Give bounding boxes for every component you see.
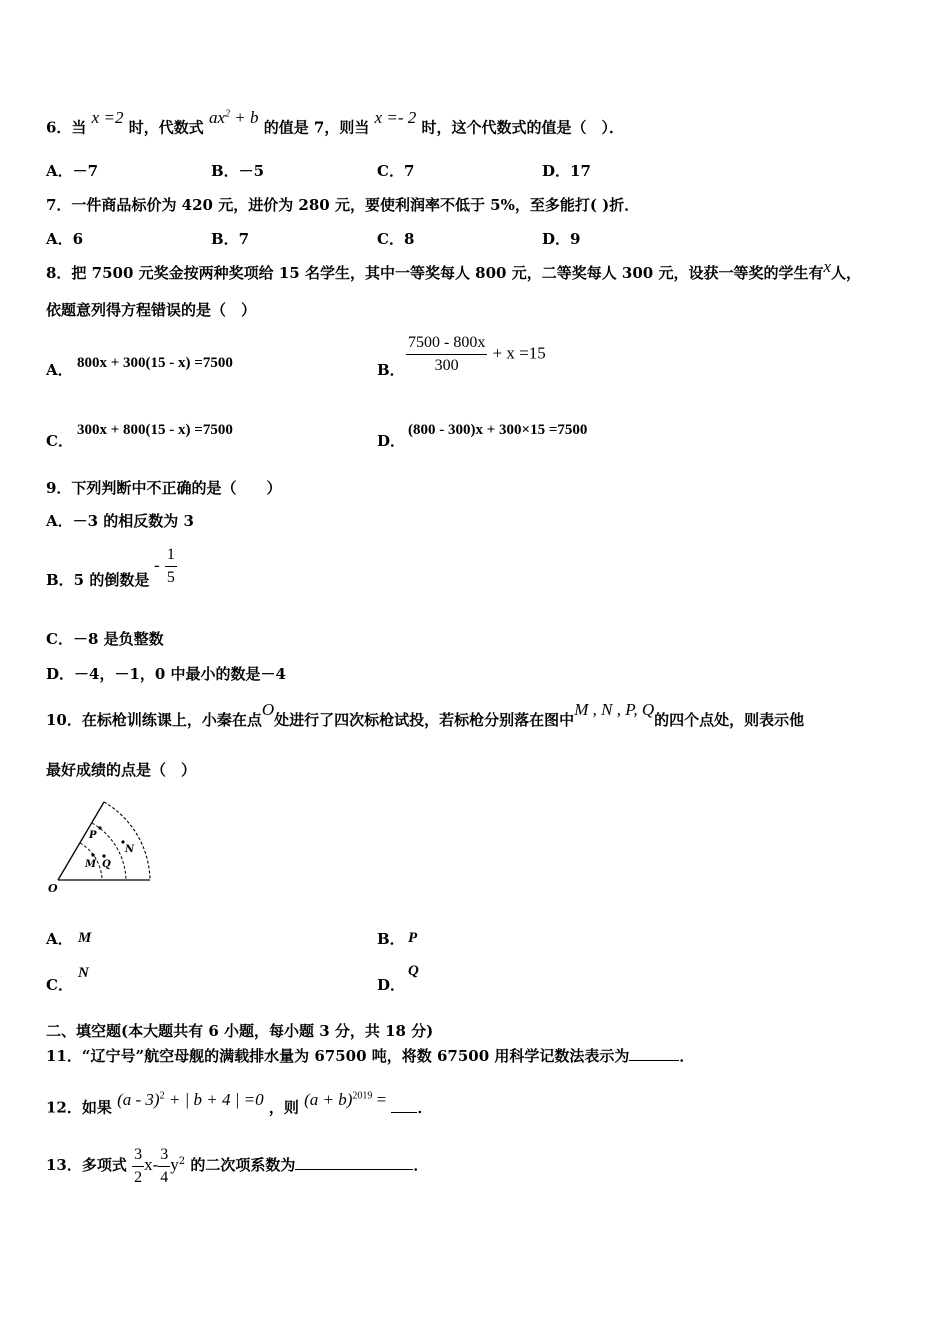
q10-line1-tail: 的四个点处，则表示他 bbox=[654, 711, 805, 729]
label-n: N bbox=[125, 844, 135, 855]
q13-fraction-2-numerator: 3 bbox=[158, 1146, 170, 1167]
point-p-dot bbox=[98, 826, 101, 829]
q6-option-c: C．7 bbox=[377, 162, 415, 180]
q12-answer-blank[interactable] bbox=[391, 1098, 417, 1113]
q12-expr2 bbox=[304, 1090, 386, 1109]
q8-option-b-tail: + x =15 bbox=[492, 343, 546, 363]
label-o: O bbox=[48, 882, 58, 895]
q13-number: 13．多项式 bbox=[46, 1156, 127, 1174]
q9-option-b-numerator: 1 bbox=[165, 546, 177, 567]
q8-option-d-label: D． bbox=[377, 432, 406, 450]
q8-option-b-denominator: 300 bbox=[434, 357, 459, 374]
q11-answer-blank[interactable] bbox=[629, 1046, 679, 1061]
q8-option-a-expr: 800x + 300(15 - x) =7500 bbox=[77, 355, 233, 371]
q7-option-c: C．8 bbox=[377, 230, 415, 248]
q8-line2: 依题意列得方程错误的是（ ） bbox=[46, 301, 257, 319]
q6-mid1: 时，代数式 bbox=[128, 118, 204, 137]
q10-option-b-label: B． bbox=[377, 930, 405, 948]
section-2-heading: 二、填空题(本大题共有 6 小题，每小题 3 分，共 18 分) bbox=[46, 1022, 434, 1040]
q12-tail: ． bbox=[417, 1098, 433, 1117]
q12-mid: ，则 bbox=[268, 1098, 299, 1117]
q13-fraction-1-denominator: 2 bbox=[134, 1168, 143, 1186]
q8-line1-text: 8．把 7500 元奖金按两种奖项给 15 名学生，其中一等奖每人 800 元，二等奖每人 300 元，设获一等奖的学生有 bbox=[46, 264, 824, 282]
q6-cond1: x =2 bbox=[91, 107, 124, 127]
q7-line: 7．一件商品标价为 420 元，进价为 280 元，要使利润率不低于 5%，至多能打( )折． bbox=[46, 196, 640, 214]
q13-fraction-2 bbox=[158, 1146, 170, 1187]
sector-outer-arc bbox=[104, 802, 150, 880]
q13-mid: x- bbox=[144, 1155, 159, 1174]
q8-line1-tail: 人， bbox=[831, 264, 862, 282]
q13-var-sup: 2 bbox=[178, 1156, 186, 1167]
q6-expr-base: ax bbox=[208, 107, 225, 127]
q10-option-b-value: P bbox=[408, 930, 418, 946]
q8-line1 bbox=[46, 257, 862, 283]
q6-mid2: 的值是 7，则当 bbox=[263, 118, 370, 137]
q12-line bbox=[46, 1089, 433, 1118]
q13-fraction-2-denominator: 4 bbox=[160, 1168, 169, 1186]
q11-tail: ． bbox=[679, 1047, 695, 1065]
q12-expr1 bbox=[117, 1090, 264, 1109]
label-q: Q bbox=[102, 859, 111, 870]
q6-expr-sup: 2 bbox=[224, 108, 230, 119]
q6-option-d: D．17 bbox=[542, 162, 591, 180]
q9-option-b-value bbox=[154, 546, 177, 587]
q7-option-a: A．6 bbox=[46, 230, 84, 248]
q9-option-a: A．－3 的相反数为 3 bbox=[46, 512, 194, 530]
q10-option-d-label: D． bbox=[377, 976, 406, 994]
q10-option-a-label: A． bbox=[46, 930, 73, 948]
q8-option-b-numerator: 7500 - 800x bbox=[406, 334, 487, 355]
label-p: P bbox=[89, 830, 97, 841]
q13-tail: ． bbox=[413, 1156, 429, 1174]
q8-option-a-label: A． bbox=[46, 361, 73, 379]
q8-option-c-label: C． bbox=[46, 432, 73, 450]
q6-option-b: B．－5 bbox=[211, 162, 265, 180]
q8-option-d-expr: (800 - 300)x + 300×15 =7500 bbox=[408, 422, 588, 438]
q8-option-b-fraction bbox=[406, 334, 487, 375]
q9-option-b-label: B．5 的倒数是 bbox=[46, 571, 150, 589]
q12-expr2-base: (a + b) bbox=[304, 1089, 353, 1109]
q8-var: x bbox=[823, 257, 832, 276]
label-m: M bbox=[85, 859, 97, 870]
sector-left-edge bbox=[58, 802, 104, 880]
q8-option-c-expr: 300x + 800(15 - x) =7500 bbox=[77, 422, 233, 438]
q8-option-b-expr bbox=[406, 334, 546, 375]
q9-line: 9．下列判断中不正确的是（ ） bbox=[46, 479, 282, 497]
q11-line bbox=[46, 1046, 694, 1066]
q10-point: O bbox=[261, 700, 275, 719]
q13-answer-blank[interactable] bbox=[295, 1155, 413, 1170]
q10-sector-figure bbox=[44, 796, 156, 896]
q13-var: y bbox=[170, 1155, 179, 1174]
q10-line1 bbox=[46, 700, 805, 730]
q6-cond2: x =- 2 bbox=[374, 107, 417, 127]
q6-number: 6．当 bbox=[46, 118, 87, 137]
point-m-dot bbox=[91, 853, 94, 856]
q12-expr1-base: (a - 3) bbox=[117, 1089, 160, 1109]
q9-option-d: D．－4，－1，0 中最小的数是－4 bbox=[46, 665, 286, 683]
q10-option-c-label: C． bbox=[46, 976, 73, 994]
q12-expr2-sup: 2019 bbox=[352, 1090, 373, 1101]
q13-fraction-1-numerator: 3 bbox=[132, 1146, 144, 1167]
q10-points: M , N , P, Q bbox=[574, 700, 655, 719]
q10-option-a-value: M bbox=[78, 930, 92, 946]
q13-line bbox=[46, 1140, 428, 1187]
q6-expr bbox=[209, 108, 259, 127]
q13-fraction-1 bbox=[132, 1146, 144, 1187]
q6-option-a: A．－7 bbox=[46, 162, 99, 180]
q10-option-d-value: Q bbox=[408, 963, 419, 979]
q9-option-b-denominator: 5 bbox=[166, 569, 175, 586]
q10-line1-text: 10．在标枪训练课上，小秦在点 bbox=[46, 711, 262, 729]
sector-middle-arc bbox=[92, 823, 126, 880]
q12-expr1-tail: + | b + 4 | =0 bbox=[164, 1089, 264, 1109]
q11-text: 11．“辽宁号”航空母舰的满载排水量为 67500 吨，将数 67500 用科学记数法表示为 bbox=[46, 1047, 630, 1065]
q10-option-c-value: N bbox=[78, 965, 89, 981]
q6-expr-tail: + b bbox=[229, 107, 259, 127]
q9-option-c: C．－8 是负整数 bbox=[46, 630, 164, 648]
q6-line bbox=[46, 107, 625, 138]
q12-number: 12．如果 bbox=[46, 1098, 112, 1117]
q7-option-d: D．9 bbox=[542, 230, 581, 248]
q6-tail: 时，这个代数式的值是（ ）． bbox=[421, 118, 625, 137]
q12-expr1-sup: 2 bbox=[159, 1090, 165, 1101]
q10-line2: 最好成绩的点是（ ） bbox=[46, 761, 197, 779]
q8-option-b-label: B． bbox=[377, 361, 405, 379]
q9-option-b-fraction bbox=[165, 546, 177, 587]
q13-text: 的二次项系数为 bbox=[190, 1156, 296, 1174]
q10-line1-mid: 处进行了四次标枪试投，若标枪分别落在图中 bbox=[274, 711, 575, 729]
q9-option-b-sign: - bbox=[154, 555, 160, 575]
q12-expr2-tail: = bbox=[372, 1089, 387, 1109]
q7-option-b: B．7 bbox=[211, 230, 250, 248]
point-q-dot bbox=[102, 854, 105, 857]
